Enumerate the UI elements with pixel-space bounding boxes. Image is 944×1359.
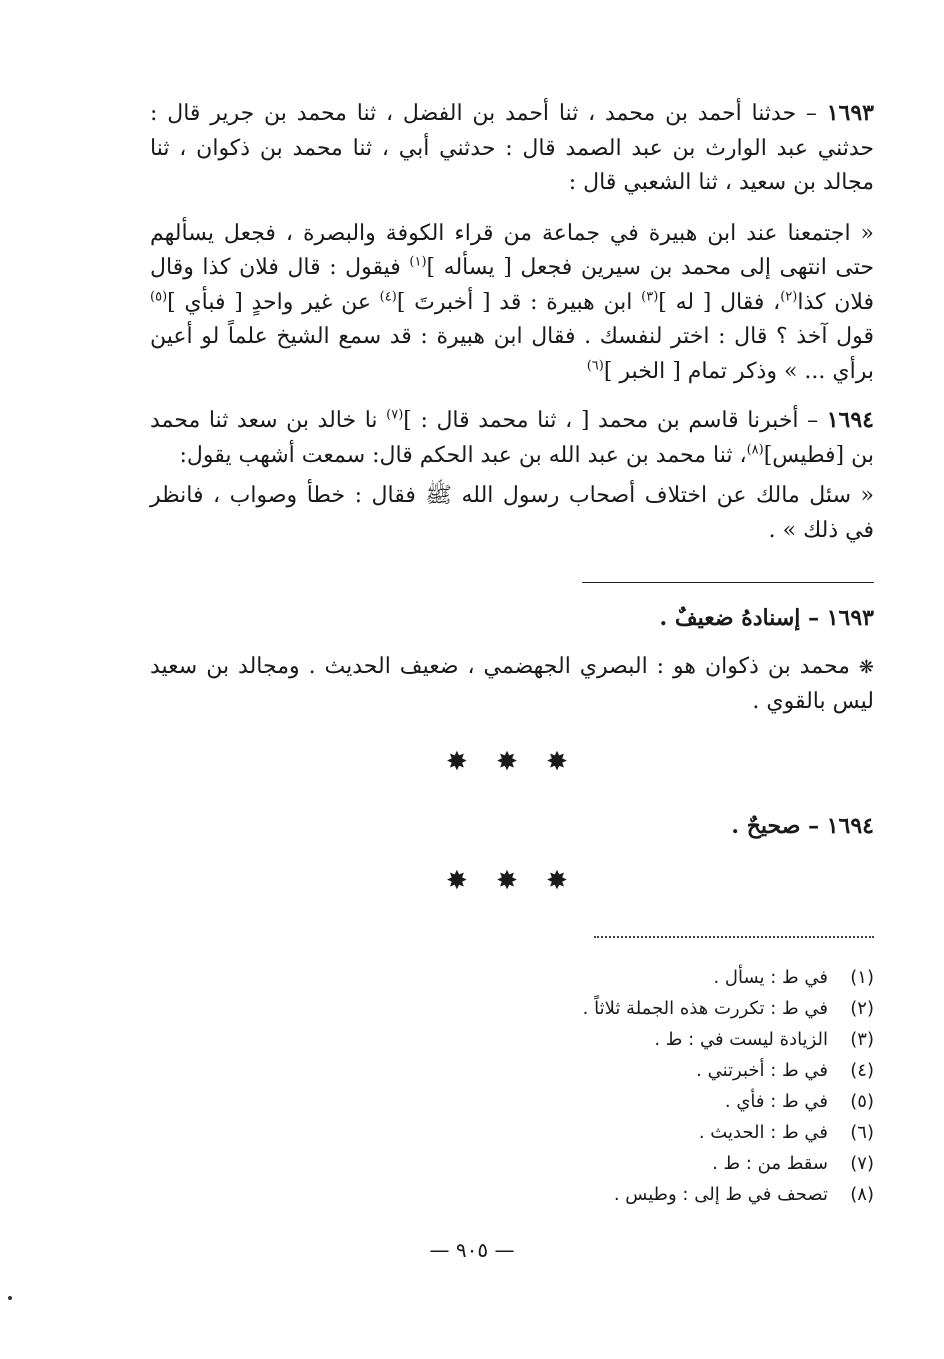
hadith-1694 [150,403,874,473]
quote-segment: ابن هبيرة : قد [ أخبرتَ ] [396,289,642,315]
hadith-number: ١٦٩٣ [826,100,874,126]
hadith-1693-text [150,217,874,390]
quote-segment: ، فقال [ له ] [658,289,781,315]
footnote-text: في ط : تكررت هذه الجملة ثلاثاً . [582,998,828,1019]
footnote-text: في ط : أخبرتني . [696,1060,828,1081]
separator-stars-2: ✸ ✸ ✸ [446,866,578,896]
hadith-number: ١٦٩٤ [826,407,874,433]
footnote-item [150,1055,874,1086]
footnote-item [150,1179,874,1210]
footnote-number: (٢) [850,998,874,1019]
grade-label: – إسنادهُ ضعيفٌ . [659,605,827,631]
footnote-item [150,1086,874,1117]
hadith-chain: نا خالد بن سعد ثنا محمد بن [فطيس] [150,408,874,468]
grade-label: – صحيحٌ . [731,813,827,839]
footnote-ref[interactable]: (٢) [780,289,798,305]
footnote-item [150,1117,874,1148]
footnotes [150,962,874,1210]
footnote-number: (٣) [850,1029,874,1050]
footnote-ref[interactable]: (٦) [586,358,604,374]
ornament-bullet-icon: ❋ [858,657,874,678]
grade-1693 [150,601,874,636]
footnote-number: (٧) [850,1153,874,1174]
grade-number: ١٦٩٣ [826,605,874,631]
footnote-text: في ط : فأي . [724,1091,828,1112]
footnote-text: في ط : الحديث . [698,1122,828,1143]
grade-1693-note [150,650,874,719]
footnote-number: (٦) [850,1122,874,1143]
footnote-ref[interactable]: (٨) [746,442,764,458]
footnote-item [150,1148,874,1179]
separator-stars: ✸ ✸ ✸ [446,747,578,777]
footnote-item [150,1024,874,1055]
hadith-chain: ، ثنا محمد بن عبد الله بن عبد الحكم قال: سمعت أشهب يقول: [179,442,747,468]
quote-segment: عن غير واحدٍ [ فبأي ] [167,289,380,315]
hadith-chain: – حدثنا أحمد بن محمد ، ثنا أحمد بن الفضل ، ثنا محمد بن جرير قال : حدثني عبد الوارث بن عبد الصمد قال : حدثني أبي ، ثنا محمد بن ذكوان ، ثنا مجالد بن سعيد ، ثنا الشعبي قال : [150,101,874,195]
footnote-text: في ط : يسأل . [713,967,828,988]
footnote-item [150,962,874,993]
footnote-divider [594,936,874,938]
quote-segment: فيقول : قال فلان كذا وقال فلان كذا [150,255,874,315]
quote-segment: قول آخذ ؟ قال : اختر لنفسك . فقال ابن هبيرة : قد سمع الشيخ علماً لو أعين برأي ... » وذكر تمام [ الخبر ] [150,324,874,384]
footnote-ref[interactable]: (٣) [641,289,659,305]
section-divider [582,582,874,583]
hadith-1693 [150,96,874,201]
margin-mark [8,1296,12,1300]
footnote-ref[interactable]: (٤) [379,289,397,305]
footnote-text: الزيادة ليست في : ط . [654,1029,828,1050]
footnote-number: (١) [850,967,874,988]
footnote-number: (٥) [850,1091,874,1112]
footnote-ref[interactable]: (١) [409,254,427,270]
page-body [150,96,874,1276]
page-number: — ٩٠٥ — [429,1238,515,1262]
footnote-number: (٨) [850,1184,874,1205]
hadith-chain: – أخبرنا قاسم بن محمد [ ، ثنا محمد قال : ] [403,408,827,433]
hadith-1694-text: « سئل مالك عن اختلاف أصحاب رسول الله ﷺ فقال : خطأ وصواب ، فانظر في ذلك » . [150,483,874,543]
footnote-item [150,993,874,1024]
grade-1694 [150,809,874,844]
quote-segment: « اجتمعنا عند ابن هبيرة في جماعة من قراء الكوفة والبصرة ، فجعل يسألهم حتى انتهى إلى محمد بن سيرين فجعل [ يسأله ] [150,220,874,280]
footnote-ref[interactable]: (٥) [150,289,168,305]
footnote-text: سقط من : ط . [712,1153,828,1174]
grade-note-text: محمد بن ذكوان هو : البصري الجهضمي ، ضعيف الحديث . ومجالد بن سعيد ليس بالقوي . [150,654,874,714]
footnote-ref[interactable]: (٧) [386,407,404,423]
footnote-number: (٤) [850,1060,874,1081]
grade-number: ١٦٩٤ [826,813,874,839]
footnote-text: تصحف في ط إلى : وطيس . [613,1184,828,1205]
